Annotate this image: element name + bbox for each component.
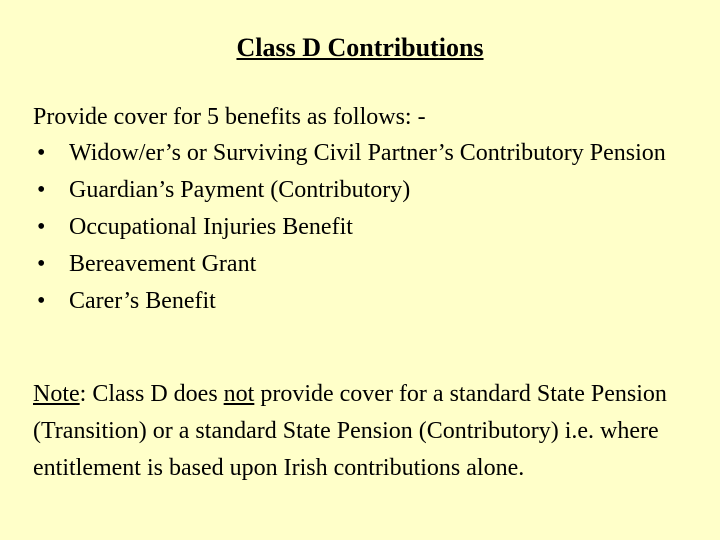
list-item-text: Carer’s Benefit <box>69 288 216 314</box>
slide-title: Class D Contributions <box>236 33 484 62</box>
list-item-text: Guardian’s Payment (Contributory) <box>69 177 411 203</box>
note-label: Note <box>33 381 80 407</box>
bullet-icon: • <box>37 288 46 314</box>
list-item-guardians-payment <box>33 175 703 205</box>
bullet-icon: • <box>37 251 46 277</box>
note-text-part1: : Class D does <box>79 381 224 407</box>
list-item-text: Bereavement Grant <box>69 251 257 277</box>
note-text-part2: provide cover for a standard State Pension (Transition) or a standard State Pension (Contributory) i.e. where entitlement is based upon Irish contributions alone. <box>33 381 667 481</box>
note-emphasis: not <box>223 381 255 407</box>
note-paragraph <box>33 376 693 487</box>
list-item-bereavement-grant <box>33 249 703 279</box>
list-item-carers-benefit <box>33 286 703 316</box>
bullet-icon: • <box>37 140 46 166</box>
list-item-occupational-injuries <box>33 212 703 242</box>
bullet-icon: • <box>37 214 46 240</box>
intro-text: Provide cover for 5 benefits as follows: - <box>33 104 426 130</box>
bullet-icon: • <box>37 177 46 203</box>
list-item-text: Widow/er’s or Surviving Civil Partner’s Contributory Pension <box>69 140 666 166</box>
list-item-widow-pension <box>33 138 703 168</box>
list-item-text: Occupational Injuries Benefit <box>69 214 353 240</box>
benefits-list <box>33 138 703 323</box>
